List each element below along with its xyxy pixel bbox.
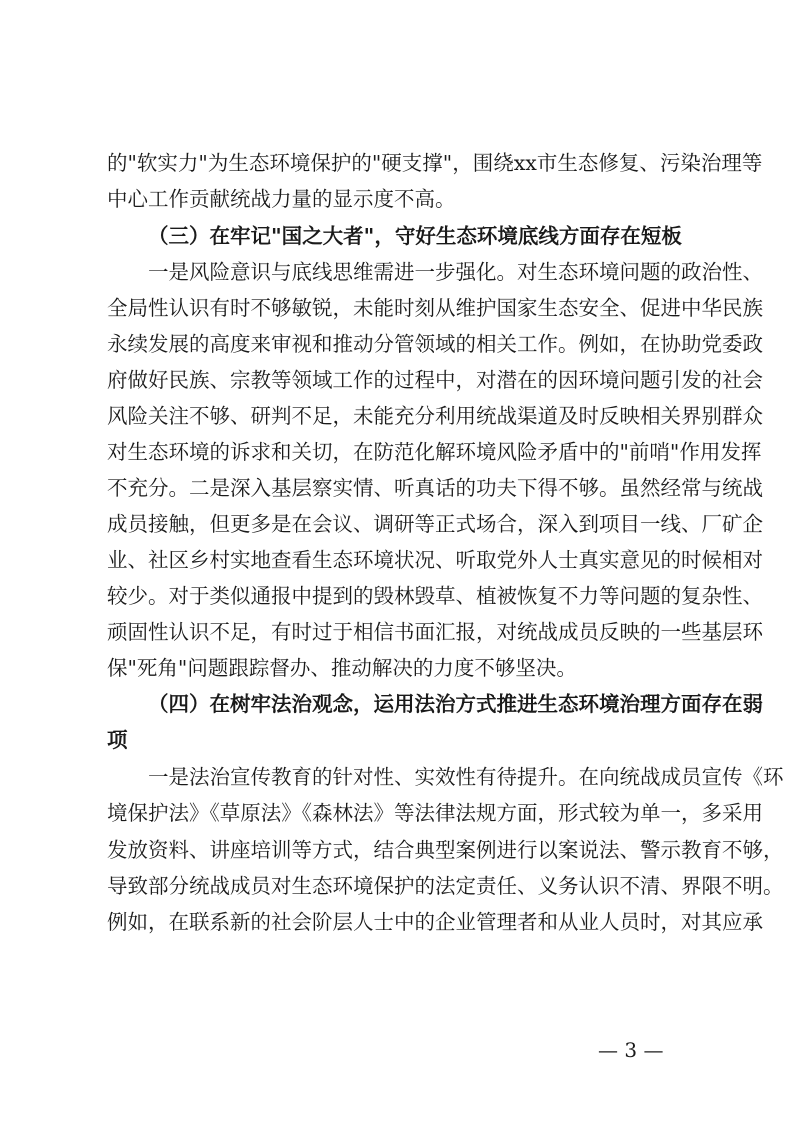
body-line: 境保护法》《草原法》《森林法》等法律法规方面，形式较为单一，多采用 — [107, 801, 763, 825]
body-line: 成员接触，但更多是在会议、调研等正式场合，深入到项目一线、厂矿企 — [107, 512, 763, 536]
body-line: 发放资料、讲座培训等方式，结合典型案例进行以案说法、警示教育不够， — [107, 838, 784, 862]
body-line: 较少。对于类似通报中提到的毁林毁草、植被恢复不力等问题的复杂性、 — [107, 584, 763, 608]
body-line: 的"软实力"为生态环境保护的"硬支撑"，围绕xx市生态修复、污染治理等 — [107, 151, 763, 175]
body-line: 中心工作贡献统战力量的显示度不高。 — [107, 187, 456, 211]
body-line: 对生态环境的诉求和关切，在防范化解环境风险矛盾中的"前哨"作用发挥 — [107, 440, 762, 464]
body-line: 例如，在联系新的社会阶层人士中的企业管理者和从业人员时，对其应承 — [107, 910, 763, 934]
body-line: 一是风险意识与底线思维需进一步强化。对生态环境问题的政治性、 — [148, 260, 763, 284]
section-heading-3: （三）在牢记"国之大者"，守好生态环境底线方面存在短板 — [148, 224, 682, 248]
body-line: 全局性认识有时不够敏锐，未能时刻从维护国家生态安全、促进中华民族 — [107, 296, 763, 320]
body-line: 业、社区乡村实地查看生态环境状况、听取党外人士真实意见的时候相对 — [107, 548, 763, 572]
body-line: 府做好民族、宗教等领域工作的过程中，对潜在的因环境问题引发的社会 — [107, 368, 763, 392]
section-heading-4-cont: 项 — [107, 728, 128, 752]
body-line: 保"死角"问题跟踪督办、推动解决的力度不够坚决。 — [107, 656, 577, 680]
body-line: 导致部分统战成员对生态环境保护的法定责任、义务认识不清、界限不明。 — [107, 874, 784, 898]
body-line: 顽固性认识不足，有时过于相信书面汇报，对统战成员反映的一些基层环 — [107, 620, 763, 644]
body-line: 风险关注不够、研判不足，未能充分利用统战渠道及时反映相关界别群众 — [107, 404, 763, 428]
body-line: 一是法治宣传教育的针对性、实效性有待提升。在向统战成员宣传《环 — [148, 765, 784, 789]
section-heading-4: （四）在树牢法治观念，运用法治方式推进生态环境治理方面存在弱 — [148, 692, 763, 716]
page-number: — 3 — — [598, 1038, 664, 1062]
body-line: 不充分。二是深入基层察实情、听真话的功夫下得不够。虽然经常与统战 — [107, 476, 763, 500]
body-line: 永续发展的高度来审视和推动分管领域的相关工作。例如，在协助党委政 — [107, 332, 763, 356]
